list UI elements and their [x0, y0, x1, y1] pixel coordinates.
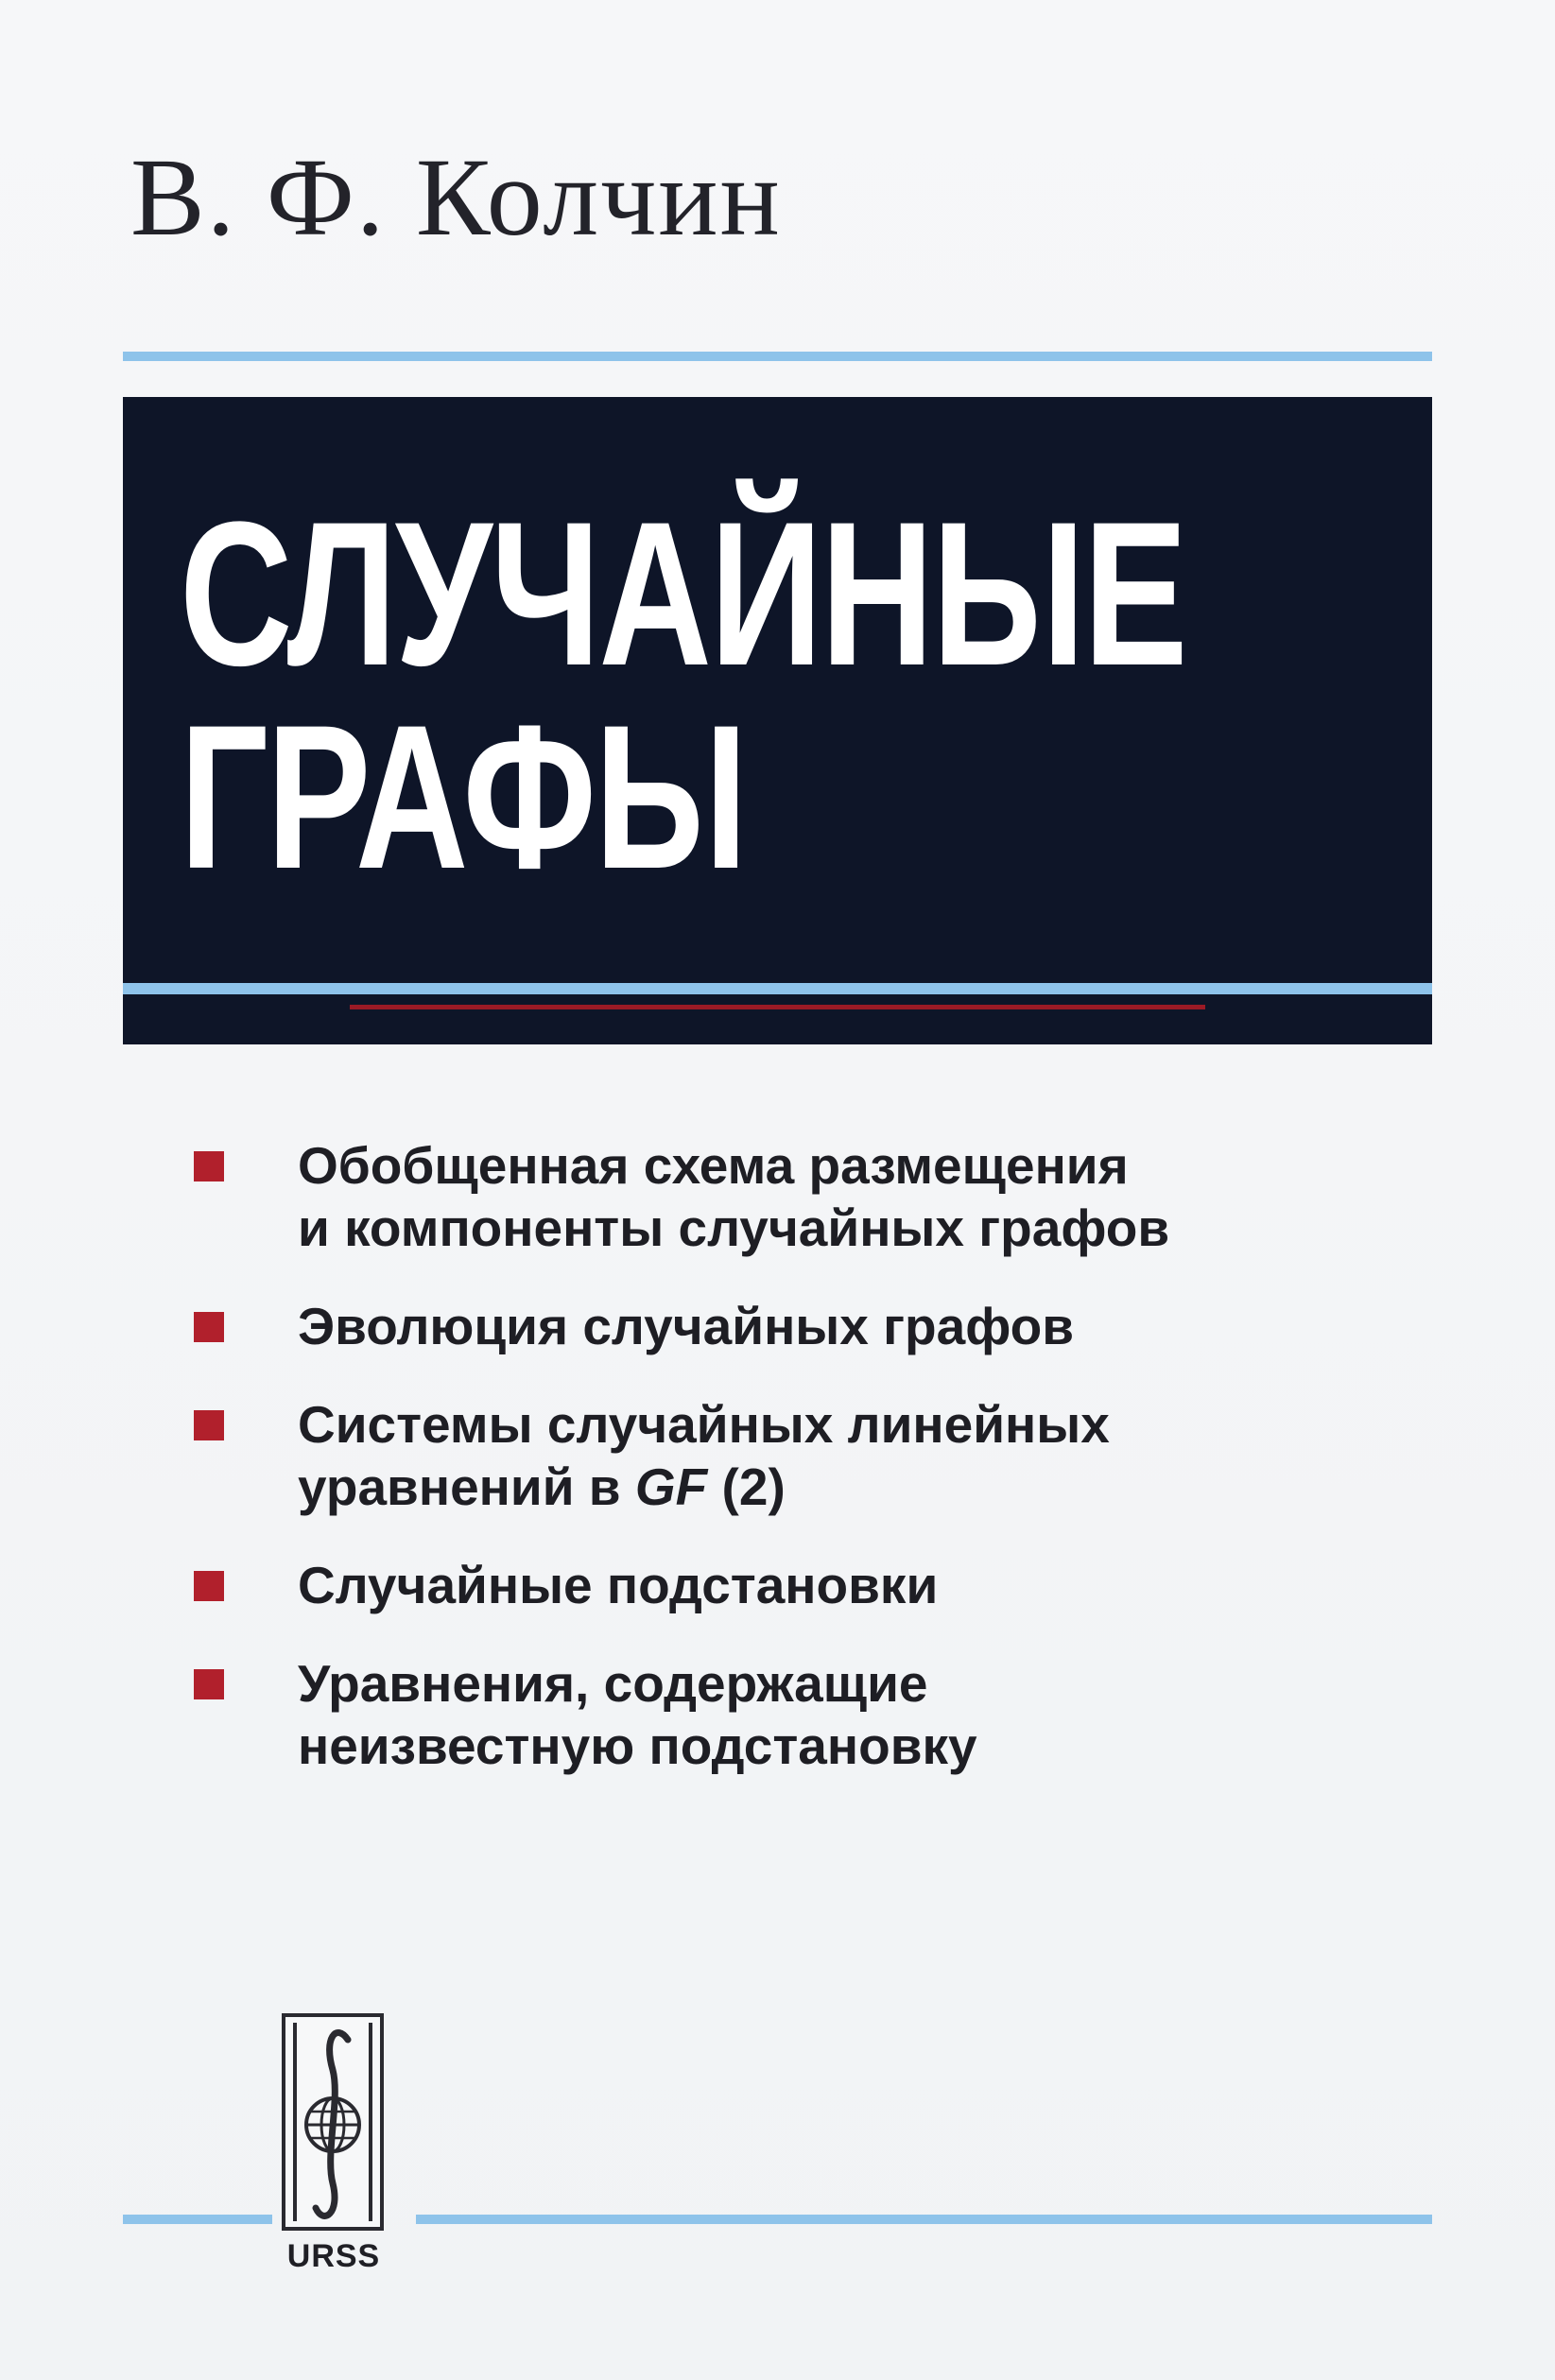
- topic-item: [194, 1134, 1423, 1259]
- square-bullet-icon: [194, 1312, 224, 1342]
- square-bullet-icon: [194, 1669, 224, 1699]
- topic-text-prefix: уравнений в: [298, 1457, 635, 1516]
- publisher-logo: [274, 2013, 397, 2287]
- topic-line: неизвестную подстановку: [298, 1716, 977, 1775]
- author-name: В. Ф. Колчин: [130, 135, 782, 259]
- topic-item: [194, 1652, 1423, 1777]
- topic-text-italic: GF: [634, 1457, 708, 1516]
- square-bullet-icon: [194, 1571, 224, 1601]
- topic-line: Уравнения, содержащие: [298, 1654, 928, 1713]
- square-bullet-icon: [194, 1410, 224, 1440]
- topic-item: [194, 1393, 1423, 1518]
- topic-item: [194, 1295, 1423, 1357]
- square-bullet-icon: [194, 1151, 224, 1181]
- bottom-blue-rule-right: [416, 2215, 1432, 2224]
- panel-red-rule: [350, 1005, 1205, 1009]
- panel-blue-rule: [123, 983, 1432, 994]
- topic-line: и компоненты случайных графов: [298, 1199, 1170, 1257]
- integral-globe-icon: [282, 2013, 384, 2231]
- publisher-logo-text: URSS: [286, 2238, 381, 2274]
- title-line-2: ГРАФЫ: [180, 681, 747, 912]
- topics-list: [194, 1134, 1423, 1777]
- topic-line: Эволюция случайных графов: [298, 1297, 1075, 1355]
- topic-text-suffix: (2): [707, 1457, 786, 1516]
- bottom-blue-rule-left: [123, 2215, 272, 2224]
- topic-line: Случайные подстановки: [298, 1556, 939, 1614]
- topic-line: Системы случайных линейных: [298, 1395, 1110, 1454]
- top-blue-rule: [123, 352, 1432, 361]
- topic-line: Обобщенная схема размещения: [298, 1136, 1129, 1195]
- topic-line-mixed: [298, 1456, 1423, 1518]
- title-line-1: СЛУЧАЙНЫЕ: [180, 478, 1186, 709]
- title-panel: [123, 397, 1432, 1044]
- topic-item: [194, 1554, 1423, 1616]
